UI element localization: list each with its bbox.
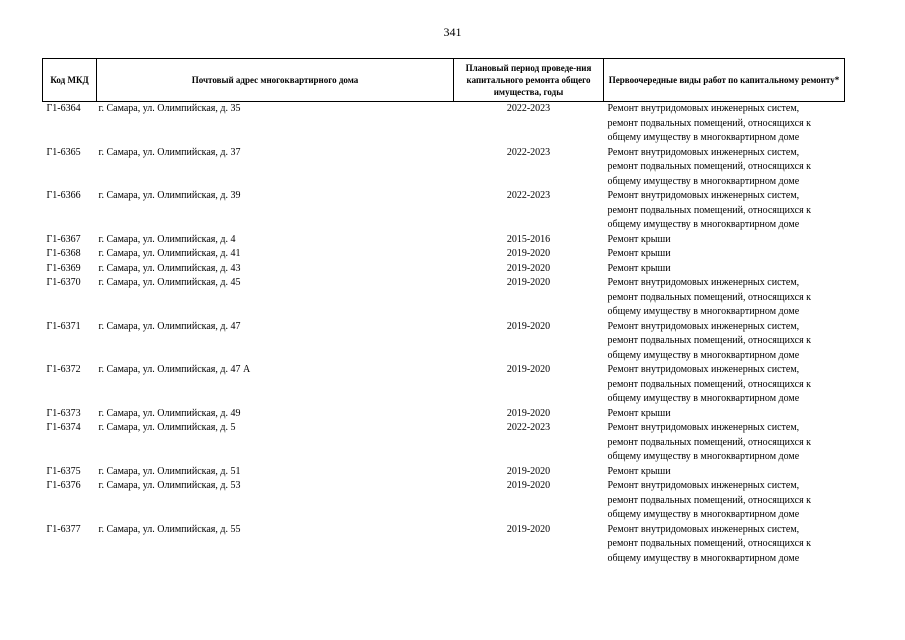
row-work — [604, 320, 845, 364]
row-address: г. Самара, ул. Олимпийская, д. 35 — [98, 103, 241, 114]
row-work-line: общему имуществу в многоквартирном доме — [607, 509, 800, 520]
row-address: г. Самара, ул. Олимпийская, д. 45 — [98, 277, 241, 288]
table-row — [43, 233, 845, 248]
row-address: г. Самара, ул. Олимпийская, д. 47 — [98, 320, 241, 332]
row-period: 2022-2023 — [506, 103, 551, 114]
row-work-line: общему имуществу в многоквартирном доме — [607, 219, 800, 230]
table-row — [43, 146, 845, 190]
row-code: Г1-6374 — [46, 422, 81, 433]
row-work-line: Ремонт внутридомовых инженерных систем, — [607, 480, 800, 491]
table-body — [43, 102, 845, 567]
row-work-line: ремонт подвальных помещений, относящихся к — [607, 291, 812, 303]
row-code: Г1-6365 — [46, 146, 81, 158]
table-row — [43, 407, 845, 422]
row-period: 2022-2023 — [506, 190, 551, 201]
row-work-line: Ремонт крыши — [607, 248, 671, 259]
row-work — [604, 102, 845, 146]
row-work-line: Ремонт крыши — [607, 465, 671, 477]
header-work: Первоочередные виды работ по капитальному ремонту* — [604, 59, 845, 102]
row-work-line: Ремонт внутридомовых инженерных систем, — [607, 320, 800, 332]
row-work — [604, 146, 845, 190]
row-work-line: Ремонт внутридомовых инженерных систем, — [607, 103, 800, 114]
row-work — [604, 247, 845, 262]
row-address: г. Самара, ул. Олимпийская, д. 37 — [98, 146, 241, 158]
row-period: 2015-2016 — [506, 233, 551, 245]
repair-schedule-table — [42, 58, 845, 566]
row-work — [604, 479, 845, 523]
row-work-line: общему имуществу в многоквартирном доме — [607, 349, 800, 361]
page-number: 341 — [443, 25, 462, 39]
row-work-line: Ремонт крыши — [607, 407, 671, 419]
row-period: 2019-2020 — [506, 320, 551, 332]
row-code: Г1-6369 — [46, 262, 81, 274]
row-work-line: Ремонт крыши — [607, 233, 671, 245]
row-work — [604, 189, 845, 233]
row-code: Г1-6372 — [46, 364, 81, 375]
row-work — [604, 465, 845, 480]
table-row — [43, 247, 845, 262]
row-work-line: ремонт подвальных помещений, относящихся к — [607, 538, 812, 549]
table-row — [43, 276, 845, 320]
row-code: Г1-6373 — [46, 407, 81, 419]
header-period: Плановый период проведе-ния капитального ремонта общего имущества, годы — [454, 59, 604, 102]
row-work-line: Ремонт крыши — [607, 262, 671, 274]
row-work — [604, 523, 845, 567]
row-period: 2019-2020 — [506, 277, 551, 288]
table-row — [43, 262, 845, 277]
row-work — [604, 262, 845, 277]
row-work-line: Ремонт внутридомовых инженерных систем, — [607, 146, 800, 158]
row-address: г. Самара, ул. Олимпийская, д. 4 — [98, 233, 236, 245]
table-row — [43, 479, 845, 523]
row-address: г. Самара, ул. Олимпийская, д. 47 А — [98, 364, 251, 375]
row-period: 2019-2020 — [506, 364, 551, 375]
row-work-line: ремонт подвальных помещений, относящихся к — [607, 117, 812, 129]
header-address: Почтовый адрес многоквартирного дома — [97, 59, 454, 102]
table-row — [43, 189, 845, 233]
row-code: Г1-6366 — [46, 190, 81, 201]
row-work-line: ремонт подвальных помещений, относящихся к — [607, 204, 812, 216]
row-period: 2022-2023 — [506, 146, 551, 158]
row-address: г. Самара, ул. Олимпийская, д. 49 — [98, 407, 241, 419]
row-code: Г1-6367 — [46, 233, 81, 245]
header-code: Код МКД — [43, 59, 97, 102]
row-address: г. Самара, ул. Олимпийская, д. 53 — [98, 480, 241, 491]
row-code: Г1-6371 — [46, 320, 81, 332]
row-work-line: Ремонт внутридомовых инженерных систем, — [607, 364, 800, 375]
table-row — [43, 363, 845, 407]
row-period: 2019-2020 — [506, 262, 551, 274]
row-work-line: ремонт подвальных помещений, относящихся к — [607, 378, 812, 390]
row-work-line: ремонт подвальных помещений, относящихся к — [607, 161, 812, 172]
table-row — [43, 102, 845, 146]
row-work — [604, 233, 845, 248]
row-work-line: общему имуществу в многоквартирном доме — [607, 132, 800, 143]
row-code: Г1-6364 — [46, 103, 81, 114]
row-work — [604, 363, 845, 407]
row-period: 2022-2023 — [506, 422, 551, 433]
row-period: 2019-2020 — [506, 523, 551, 535]
row-code: Г1-6376 — [46, 480, 81, 491]
table-row — [43, 320, 845, 364]
row-code: Г1-6368 — [46, 248, 81, 259]
row-work-line: общему имуществу в многоквартирном доме — [607, 552, 800, 564]
row-work-line: ремонт подвальных помещений, относящихся к — [607, 494, 812, 506]
row-address: г. Самара, ул. Олимпийская, д. 51 — [98, 465, 241, 477]
row-period: 2019-2020 — [506, 248, 551, 259]
row-address: г. Самара, ул. Олимпийская, д. 39 — [98, 190, 241, 201]
table-row — [43, 523, 845, 567]
table-header — [43, 59, 845, 102]
row-address: г. Самара, ул. Олимпийская, д. 41 — [98, 248, 241, 259]
row-work — [604, 407, 845, 422]
row-work-line: общему имуществу в многоквартирном доме — [607, 451, 800, 462]
row-work — [604, 276, 845, 320]
row-period: 2019-2020 — [506, 465, 551, 477]
repair-schedule-table-wrapper — [42, 58, 845, 566]
table-row — [43, 465, 845, 480]
row-code: Г1-6375 — [46, 465, 81, 477]
row-work-line: общему имуществу в многоквартирном доме — [607, 393, 800, 404]
header-row — [43, 59, 845, 102]
row-work-line: Ремонт внутридомовых инженерных систем, — [607, 523, 800, 535]
row-work-line: ремонт подвальных помещений, относящихся к — [607, 335, 812, 346]
table-row — [43, 421, 845, 465]
row-address: г. Самара, ул. Олимпийская, д. 43 — [98, 262, 241, 274]
row-address: г. Самара, ул. Олимпийская, д. 5 — [98, 422, 236, 433]
row-work-line: ремонт подвальных помещений, относящихся к — [607, 436, 812, 448]
row-work-line: Ремонт внутридомовых инженерных систем, — [607, 190, 800, 201]
row-work-line: Ремонт внутридомовых инженерных систем, — [607, 422, 800, 433]
row-code: Г1-6370 — [46, 277, 81, 288]
row-work-line: общему имуществу в многоквартирном доме — [607, 175, 800, 187]
row-code: Г1-6377 — [46, 523, 81, 535]
row-address: г. Самара, ул. Олимпийская, д. 55 — [98, 523, 241, 535]
row-period: 2019-2020 — [506, 407, 551, 419]
row-work-line: общему имуществу в многоквартирном доме — [607, 306, 800, 317]
row-work — [604, 421, 845, 465]
row-period: 2019-2020 — [506, 480, 551, 491]
row-work-line: Ремонт внутридомовых инженерных систем, — [607, 277, 800, 288]
